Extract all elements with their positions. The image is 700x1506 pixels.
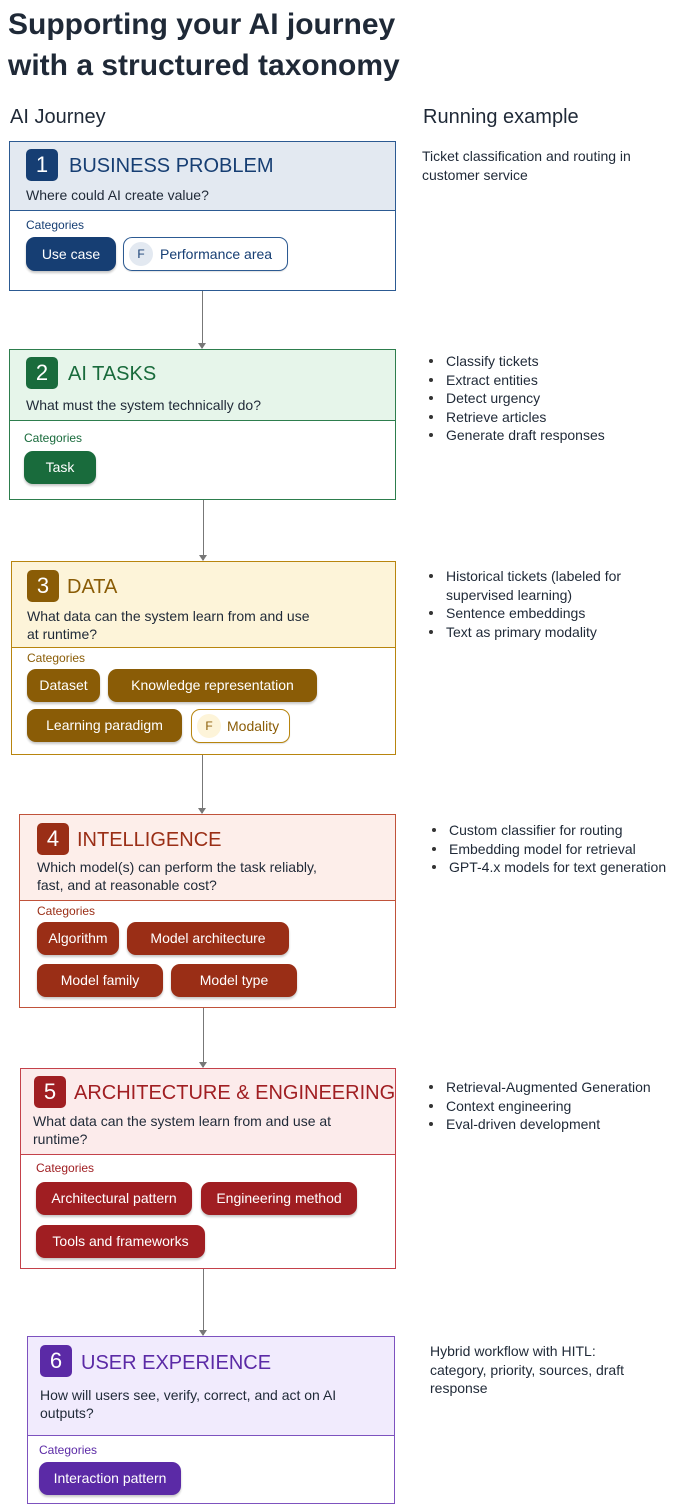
categories-label: Categories — [36, 1161, 95, 1175]
step-number: 6 — [40, 1345, 72, 1377]
example-item: Classify tickets — [423, 352, 683, 371]
step-intelligence — [19, 814, 396, 1008]
step-question: How will users see, verify, correct, and act on AI outputs? — [40, 1387, 337, 1421]
categories-label: Categories — [37, 904, 96, 918]
category-pill-model-type: Model type — [171, 964, 297, 997]
example-item: Custom classifier for routing — [426, 821, 696, 840]
category-pill-model-family: Model family — [37, 964, 163, 997]
category-pill-engineering-method: Engineering method — [201, 1182, 357, 1215]
page-title: Supporting your AI journey with a structured taxonomy — [8, 8, 400, 82]
example-item: Detect urgency — [423, 389, 683, 408]
step-title: DATA — [67, 576, 118, 598]
step-question: What data can the system learn from and use at runtime? — [27, 608, 310, 642]
step-number: 1 — [26, 149, 58, 181]
feature-badge: F — [197, 714, 221, 738]
step-title: INTELLIGENCE — [77, 829, 222, 851]
category-pill-dataset: Dataset — [27, 669, 100, 702]
example-step-2 — [423, 352, 683, 445]
step-question: What must the system technically do? — [26, 397, 261, 413]
category-pill-algorithm: Algorithm — [37, 922, 119, 955]
step-ai-tasks — [9, 349, 396, 500]
category-label: Modality — [227, 718, 280, 734]
step-question: What data can the system learn from and use at runtime? — [33, 1113, 332, 1147]
step-title: ARCHITECTURE & ENGINEERING — [74, 1082, 396, 1104]
step-title: BUSINESS PROBLEM — [69, 155, 274, 177]
example-item: Retrieve articles — [423, 408, 683, 427]
step-header — [10, 142, 395, 211]
example-step-3 — [423, 567, 663, 641]
step-number: 3 — [27, 570, 59, 602]
step-header — [10, 350, 395, 421]
connector-arrow — [203, 1269, 204, 1335]
categories-label: Categories — [24, 431, 83, 445]
example-item: Eval-driven development — [423, 1115, 693, 1134]
example-step-4 — [426, 821, 696, 877]
category-pill-learning-paradigm: Learning paradigm — [27, 709, 182, 742]
example-item: Text as primary modality — [423, 623, 663, 642]
feature-badge: F — [129, 242, 153, 266]
step-business-problem — [9, 141, 396, 291]
example-item: Historical tickets (labeled for supervised learning) — [423, 567, 663, 604]
ai-journey-heading: AI Journey — [10, 106, 106, 128]
categories-label: Categories — [39, 1443, 98, 1457]
step-header — [28, 1337, 394, 1436]
step-user-experience — [27, 1336, 395, 1504]
example-step-6: Hybrid workflow with HITL: category, priority, sources, draft response — [430, 1343, 624, 1396]
example-step-1: Ticket classification and routing in customer service — [422, 148, 631, 183]
step-title: USER EXPERIENCE — [81, 1352, 272, 1374]
category-pill-task: Task — [24, 451, 96, 484]
connector-arrow — [202, 291, 203, 348]
category-pill-modality — [191, 709, 290, 743]
step-question: Which model(s) can perform the task reliably, fast, and at reasonable cost? — [37, 859, 317, 893]
connector-arrow — [203, 1008, 204, 1067]
connector-arrow — [202, 755, 203, 813]
category-pill-tools-and-frameworks: Tools and frameworks — [36, 1225, 205, 1258]
step-data — [11, 561, 396, 755]
example-item: Embedding model for retrieval — [426, 840, 696, 859]
category-label: Performance area — [160, 246, 273, 262]
step-architecture-engineering — [20, 1068, 396, 1269]
category-pill-knowledge-representation: Knowledge representation — [108, 669, 317, 702]
example-item: Context engineering — [423, 1097, 693, 1116]
categories-label: Categories — [26, 218, 85, 232]
example-step-5 — [423, 1078, 693, 1134]
example-item: GPT-4.x models for text generation — [426, 858, 696, 877]
example-item: Generate draft responses — [423, 426, 683, 445]
category-pill-interaction-pattern: Interaction pattern — [39, 1462, 181, 1495]
step-number: 2 — [26, 357, 58, 389]
example-item: Retrieval-Augmented Generation — [423, 1078, 693, 1097]
connector-arrow — [203, 500, 204, 560]
step-title: AI TASKS — [68, 363, 157, 385]
step-header — [20, 815, 395, 901]
running-example-heading: Running example — [423, 106, 579, 128]
example-item: Extract entities — [423, 371, 683, 390]
category-pill-model-architecture: Model architecture — [127, 922, 289, 955]
step-number: 4 — [37, 823, 69, 855]
example-item: Sentence embeddings — [423, 604, 663, 623]
step-header — [12, 562, 395, 648]
category-pill-performance-area — [123, 237, 288, 271]
category-pill-use-case: Use case — [26, 237, 116, 271]
categories-label: Categories — [27, 651, 86, 665]
step-header — [21, 1069, 395, 1155]
category-pill-architectural-pattern: Architectural pattern — [36, 1182, 192, 1215]
step-question: Where could AI create value? — [26, 187, 209, 203]
step-number: 5 — [34, 1076, 66, 1108]
